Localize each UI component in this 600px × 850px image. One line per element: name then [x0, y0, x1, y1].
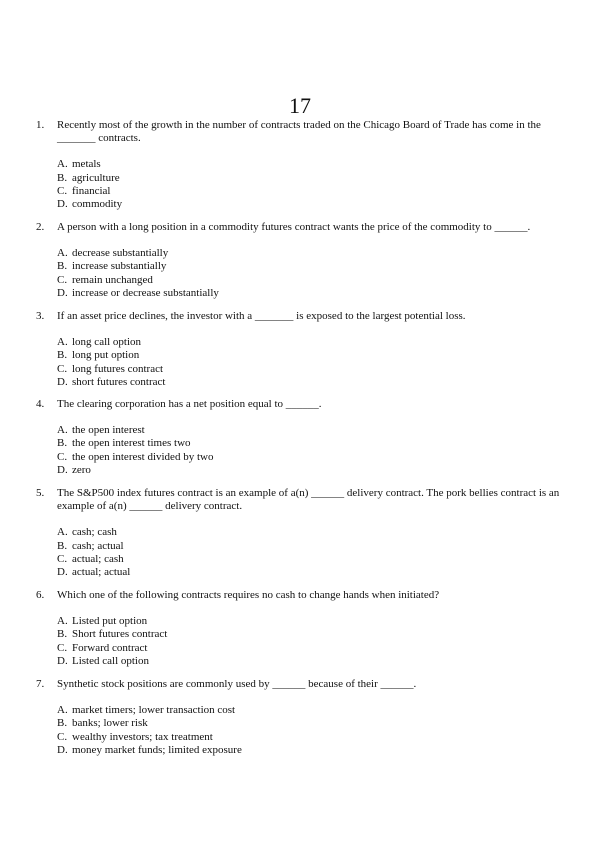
option-d	[57, 287, 568, 300]
option-c	[57, 642, 568, 655]
option-b	[57, 260, 568, 273]
option-c	[57, 363, 568, 376]
option-letter: A.	[57, 615, 68, 628]
option-a	[57, 526, 568, 539]
question-text: A person with a long position in a commodity futures contract wants the price of the commodity to ______.	[57, 221, 531, 233]
option-d	[57, 198, 568, 211]
option-c	[57, 185, 568, 198]
option-a	[57, 158, 568, 171]
question-number: 1.	[36, 119, 45, 131]
option-text: financial	[72, 184, 111, 197]
option-letter: D.	[57, 197, 68, 210]
question-2	[36, 221, 568, 311]
chapter-number: 17	[289, 93, 311, 118]
option-letter: D.	[57, 463, 68, 476]
option-b	[57, 717, 568, 730]
option-d	[57, 376, 568, 389]
question-4	[36, 398, 568, 488]
option-letter: B.	[57, 717, 68, 730]
question-text: The clearing corporation has a net position equal to ______.	[57, 398, 322, 410]
option-list	[57, 526, 568, 579]
option-letter: B.	[57, 171, 68, 184]
question-1	[36, 119, 568, 222]
question-text: The S&P500 index futures contract is an example of a(n) ______ delivery contract. The pork bellies contract is an example of a(n) ______ delivery contract.	[57, 487, 560, 513]
option-text: the open interest	[72, 424, 145, 437]
option-text: actual; cash	[72, 552, 124, 565]
option-letter: C.	[57, 730, 68, 743]
option-list	[57, 247, 568, 300]
option-text: cash; cash	[72, 526, 117, 539]
option-text: decrease substantially	[72, 247, 169, 260]
option-letter: C.	[57, 184, 68, 197]
option-text: metals	[72, 158, 101, 171]
option-d	[57, 655, 568, 668]
option-letter: C.	[57, 273, 68, 286]
option-letter: A.	[57, 336, 68, 349]
option-a	[57, 336, 568, 349]
option-c	[57, 274, 568, 287]
option-list	[57, 424, 568, 477]
option-letter: D.	[57, 565, 68, 578]
option-text: increase or decrease substantially	[72, 286, 219, 299]
option-text: banks; lower risk	[72, 717, 148, 730]
option-list	[57, 615, 568, 668]
question-number: 4.	[36, 398, 45, 410]
option-d	[57, 744, 568, 757]
option-letter: C.	[57, 641, 68, 654]
option-text: short futures contract	[72, 375, 166, 388]
question-text: Which one of the following contracts requires no cash to change hands when initiated?	[57, 589, 440, 601]
option-d	[57, 566, 568, 579]
option-text: money market funds; limited exposure	[72, 743, 242, 756]
option-text: long put option	[72, 349, 140, 362]
option-letter: B.	[57, 260, 68, 273]
option-b	[57, 540, 568, 553]
option-letter: A.	[57, 526, 68, 539]
option-b	[57, 437, 568, 450]
option-letter: C.	[57, 450, 68, 463]
option-text: the open interest divided by two	[72, 450, 214, 463]
option-text: Forward contract	[72, 641, 148, 654]
question-text: If an asset price declines, the investor with a _______ is exposed to the largest potential loss.	[57, 310, 466, 322]
option-c	[57, 553, 568, 566]
option-list	[57, 158, 568, 211]
question-number: 3.	[36, 310, 45, 322]
option-a	[57, 704, 568, 717]
question-7	[36, 678, 568, 768]
option-letter: D.	[57, 375, 68, 388]
option-letter: D.	[57, 654, 68, 667]
option-c	[57, 451, 568, 464]
question-3	[36, 310, 568, 400]
option-text: cash; actual	[72, 539, 124, 552]
option-a	[57, 424, 568, 437]
option-c	[57, 731, 568, 744]
option-list	[57, 704, 568, 757]
option-text: the open interest times two	[72, 437, 191, 450]
option-letter: A.	[57, 704, 68, 717]
option-text: agriculture	[72, 171, 120, 184]
option-a	[57, 615, 568, 628]
option-letter: B.	[57, 437, 68, 450]
option-letter: C.	[57, 362, 68, 375]
option-text: Listed put option	[72, 615, 148, 628]
option-text: commodity	[72, 197, 123, 210]
option-letter: B.	[57, 539, 68, 552]
option-text: Listed call option	[72, 654, 149, 667]
option-text: long call option	[72, 336, 142, 349]
option-text: long futures contract	[72, 362, 164, 375]
question-number: 7.	[36, 678, 45, 690]
option-text: zero	[72, 463, 91, 476]
option-text: Short futures contract	[72, 628, 168, 641]
option-letter: D.	[57, 743, 68, 756]
option-a	[57, 247, 568, 260]
option-text: increase substantially	[72, 260, 167, 273]
option-b	[57, 628, 568, 641]
question-text: Synthetic stock positions are commonly used by ______ because of their ______.	[57, 678, 417, 690]
option-letter: B.	[57, 349, 68, 362]
question-6	[36, 589, 568, 679]
option-b	[57, 349, 568, 362]
question-number: 2.	[36, 221, 45, 233]
option-text: market timers; lower transaction cost	[72, 704, 236, 717]
question-number: 6.	[36, 589, 45, 601]
option-text: remain unchanged	[72, 273, 153, 286]
option-b	[57, 172, 568, 185]
option-letter: B.	[57, 628, 68, 641]
question-text: Recently most of the growth in the number of contracts traded on the Chicago Board of Trade has come in the _______ contracts.	[57, 119, 541, 145]
option-letter: A.	[57, 158, 68, 171]
question-5	[36, 487, 568, 590]
option-letter: A.	[57, 424, 68, 437]
option-letter: C.	[57, 552, 68, 565]
option-d	[57, 464, 568, 477]
option-letter: D.	[57, 286, 68, 299]
question-number: 5.	[36, 487, 45, 499]
option-letter: A.	[57, 247, 68, 260]
option-text: wealthy investors; tax treatment	[72, 730, 213, 743]
option-text: actual; actual	[72, 565, 131, 578]
option-list	[57, 336, 568, 389]
